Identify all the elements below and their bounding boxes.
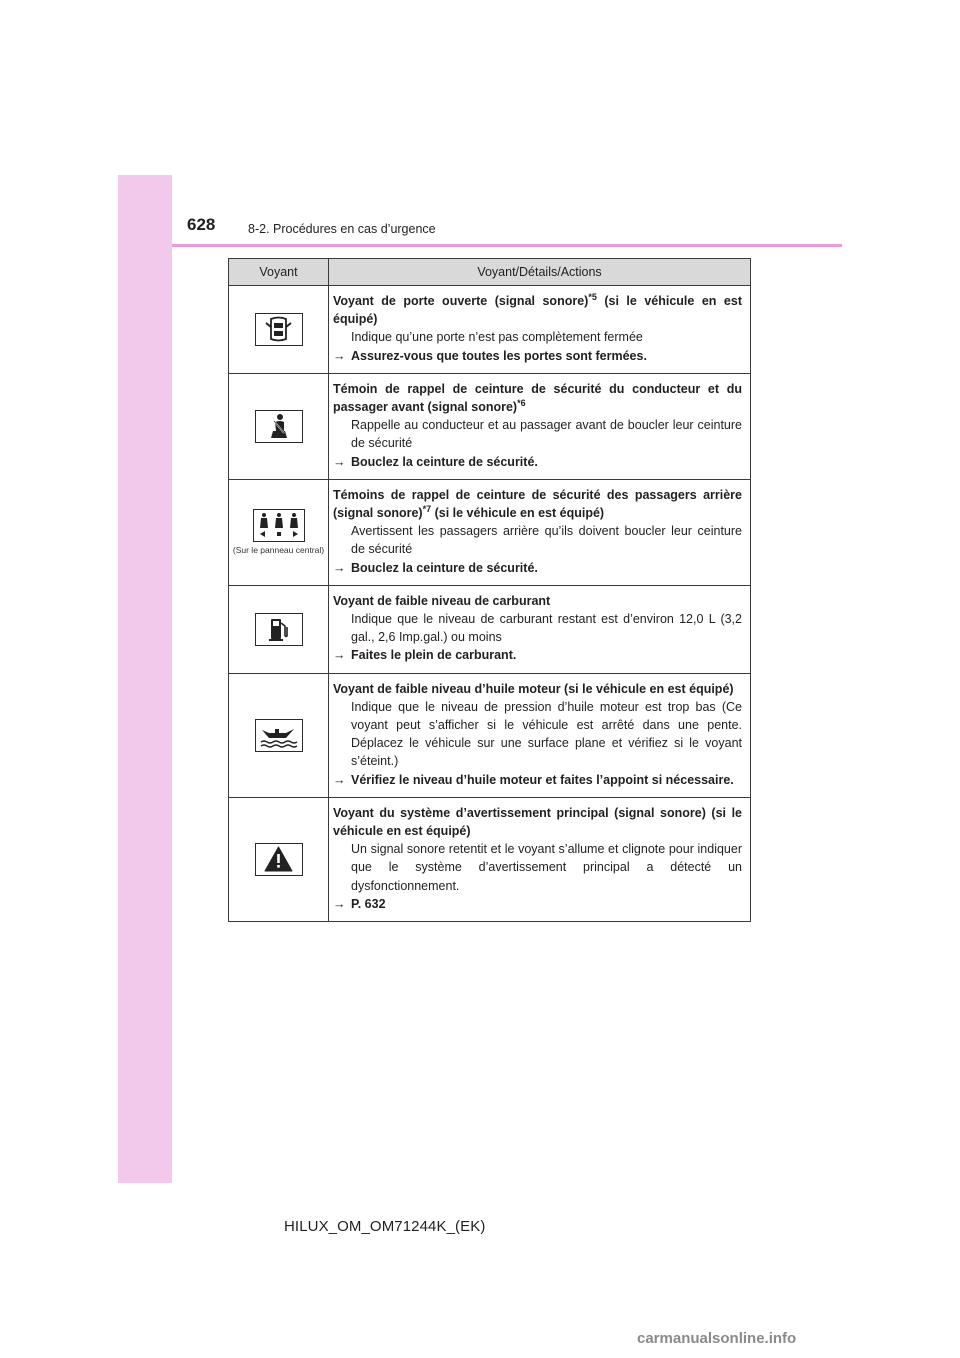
watermark: carmanualsonline.info bbox=[637, 1330, 797, 1347]
icon-note: (Sur le panneau central) bbox=[232, 545, 325, 556]
indicator-description: Indique qu’une porte n’est pas complètement fermée bbox=[351, 330, 643, 345]
table-row bbox=[229, 673, 751, 797]
icon-cell bbox=[229, 585, 329, 673]
table-row bbox=[229, 479, 751, 585]
indicator-description: Rappelle au conducteur et au passager avant de boucler leur ceinture de sécurité bbox=[351, 418, 742, 451]
table-row bbox=[229, 585, 751, 673]
indicator-action: → Assurez-vous que toutes les portes sont fermées. bbox=[333, 347, 742, 365]
indicator-title: Voyant de porte ouverte (signal sonore)$^{*5}$ (si le véhicule en est équipé) bbox=[333, 291, 742, 327]
indicator-description: Indique que le niveau de pression d’huile moteur est trop bas (Ce voyant peut s’afficher si le véhicule est arrêté dans une pente. Déplacez le véhicule sur une surface plane et vérifiez si le voyant s’éteint.) bbox=[351, 699, 742, 769]
details-cell bbox=[329, 286, 751, 374]
side-tab-band bbox=[118, 175, 172, 1183]
indicator-action: → Vérifiez le niveau d’huile moteur et faites l’appoint si nécessaire. bbox=[333, 771, 742, 789]
indicator-title: Voyant du système d’avertissement principal (signal sonore) (si le véhicule en est équipé) bbox=[333, 805, 742, 839]
column-header-indicator: Voyant bbox=[229, 259, 329, 286]
arrow-icon: → bbox=[333, 348, 346, 363]
indicator-title: Témoins de rappel de ceinture de sécurité des passagers arrière (signal sonore)$^{*7}$ (si le véhicule en est équipé) bbox=[333, 487, 742, 521]
table-row bbox=[229, 373, 751, 479]
indicator-title: Témoin de rappel de ceinture de sécurité du conducteur et du passager avant (signal sonore)$^{*6}$ bbox=[333, 381, 742, 415]
icon-cell bbox=[229, 286, 329, 374]
indicator-title: Voyant de faible niveau d’huile moteur (si le véhicule en est équipé) bbox=[333, 681, 734, 696]
rear-seatbelt-icon bbox=[253, 509, 305, 542]
indicator-action: → Bouclez la ceinture de sécurité. bbox=[333, 559, 742, 577]
warning-triangle-icon bbox=[255, 843, 303, 876]
page-number: 628 bbox=[187, 215, 216, 234]
indicator-action bbox=[333, 895, 742, 913]
icon-cell bbox=[229, 673, 329, 797]
arrow-icon: → bbox=[333, 454, 346, 469]
header-rule bbox=[172, 244, 842, 247]
seatbelt-icon bbox=[255, 410, 303, 443]
fuel-pump-icon bbox=[255, 613, 303, 646]
arrow-icon: → bbox=[333, 560, 346, 575]
indicator-title: Voyant de faible niveau de carburant bbox=[333, 593, 551, 608]
table-header-row bbox=[229, 259, 751, 286]
page-reference-link[interactable]: P. 632 bbox=[351, 896, 386, 911]
door-open-icon bbox=[255, 313, 303, 346]
indicator-description: Un signal sonore retentit et le voyant s’allume et clignote pour indiquer que le système d’avertissement principal a détecté un dysfonctionnement. bbox=[351, 842, 742, 893]
details-cell bbox=[329, 585, 751, 673]
indicator-action: → Bouclez la ceinture de sécurité. bbox=[333, 453, 742, 471]
indicator-description: Avertissent les passagers arrière qu’ils doivent boucler leur ceinture de sécurité bbox=[351, 524, 742, 557]
indicator-table bbox=[228, 258, 751, 922]
table-row bbox=[229, 286, 751, 374]
indicator-description: Indique que le niveau de carburant restant est d’environ 12,0 L (3,2 gal., 2,6 Imp.gal.) ou moins bbox=[351, 612, 742, 645]
details-cell bbox=[329, 479, 751, 585]
indicator-action: → Faites le plein de carburant. bbox=[333, 646, 742, 664]
arrow-icon: → bbox=[333, 772, 346, 787]
column-header-details: Voyant/Détails/Actions bbox=[329, 259, 751, 286]
icon-cell bbox=[229, 479, 329, 585]
oil-level-icon bbox=[255, 719, 303, 752]
table-row bbox=[229, 797, 751, 921]
document-id: HILUX_OM_OM71244K_(EK) bbox=[284, 1218, 486, 1235]
icon-cell bbox=[229, 797, 329, 921]
details-cell bbox=[329, 373, 751, 479]
details-cell bbox=[329, 797, 751, 921]
details-cell bbox=[329, 673, 751, 797]
icon-cell bbox=[229, 373, 329, 479]
arrow-icon: → bbox=[333, 648, 346, 663]
arrow-icon: → bbox=[333, 896, 346, 911]
section-title: 8-2. Procédures en cas d’urgence bbox=[248, 222, 436, 236]
